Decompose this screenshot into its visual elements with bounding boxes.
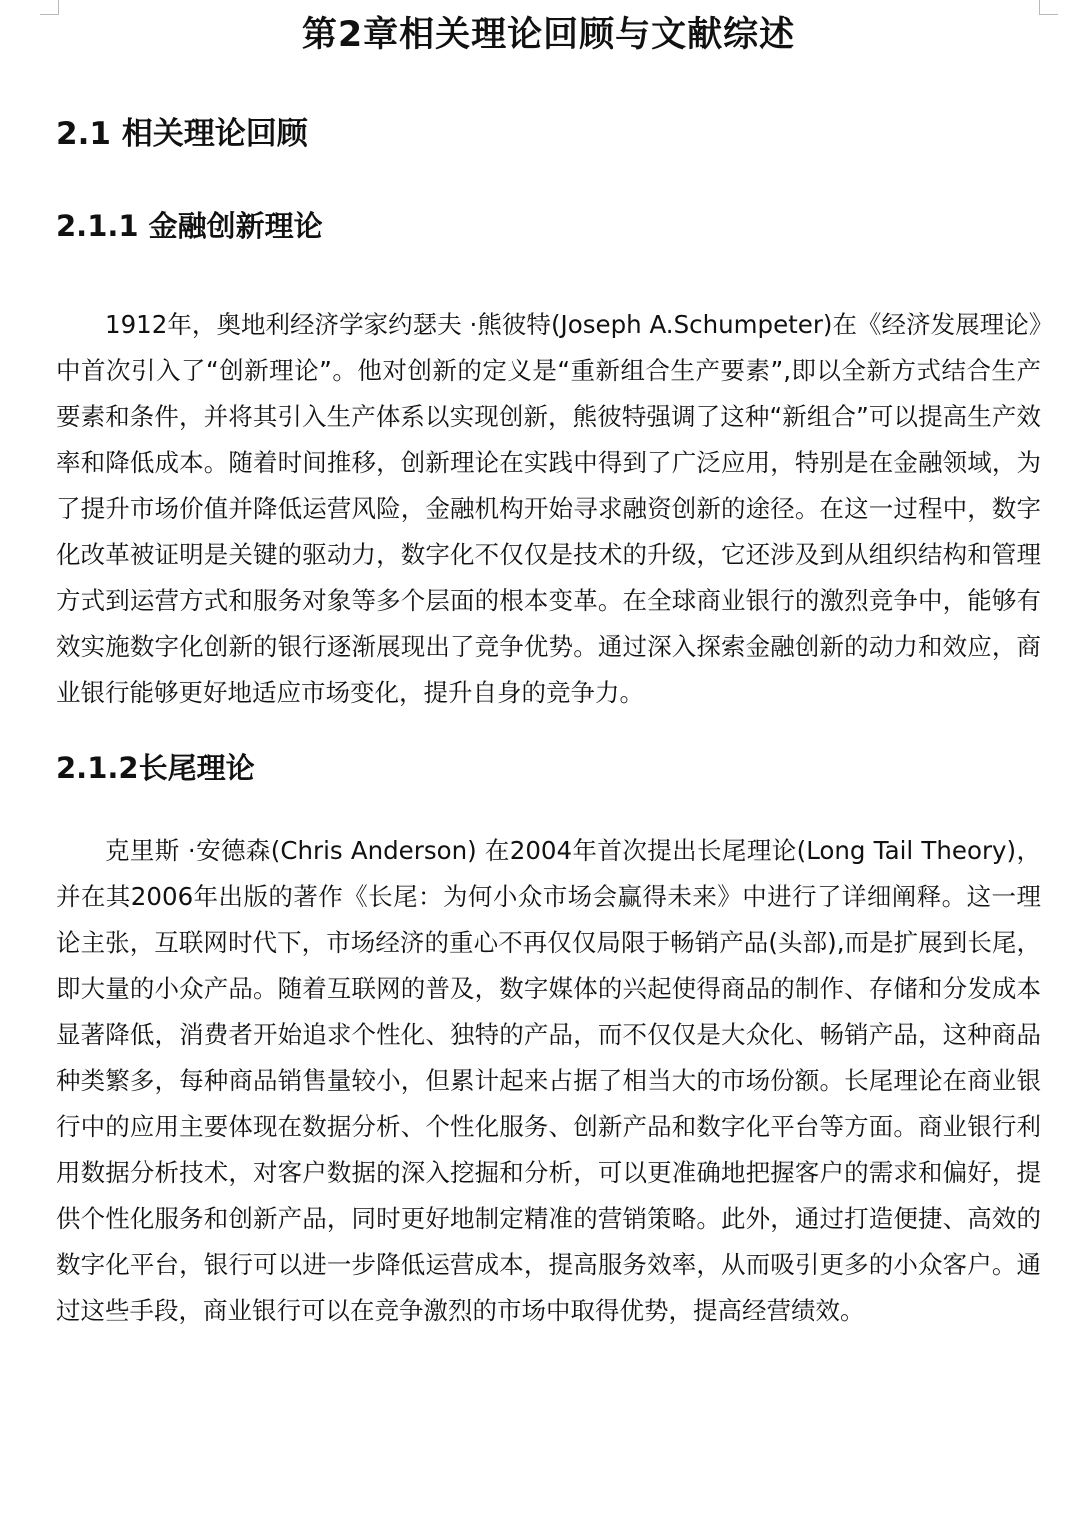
paragraph-long-tail: 克里斯 ·安德森(Chris Anderson) 在2004年首次提出长尾理论(Long Tail Theory)，并在其2006年出版的著作《长尾：为何小众市场会赢得未来》中进行了详细阐释。这一理论主张，互联网时代下，市场经济的重心不再仅仅局限于畅销产品(头部),而是扩展到长尾，即大量的小众产品。随着互联网的普及，数字媒体的兴起使得商品的制作、存储和分发成本显著降低，消费者开始追求个性化、独特的产品，而不仅仅是大众化、畅销产品，这种商品种类繁多，每种商品销售量较小，但累计起来占据了相当大的市场份额。长尾理论在商业银行中的应用主要体现在数据分析、个性化服务、创新产品和数字化平台等方面。商业银行利用数据分析技术，对客户数据的深入挖掘和分析，可以更准确地把握客户的需求和偏好，提供个性化服务和创新产品，同时更好地制定精准的营销策略。此外，通过打造便捷、高效的数字化平台，银行可以进一步降低运营成本，提高服务效率，从而吸引更多的小众客户。通过这些手段，商业银行可以在竞争激烈的市场中取得优势，提高经营绩效。 [56,836,1041,1325]
page-corner-mark-top-right [1039,0,1058,15]
document-page [56,0,1041,1334]
section-title: 2.1 相关理论回顾 [56,116,308,152]
paragraph-financial-innovation: 1912年，奥地利经济学家约瑟夫 ·熊彼特(Joseph A.Schumpeter)在《经济发展理论》中首次引入了“创新理论”。他对创新的定义是“重新组合生产要素”,即以全新方式结合生产要素和条件，并将其引入生产体系以实现创新，熊彼特强调了这种“新组合”可以提高生产效率和降低成本。随着时间推移，创新理论在实践中得到了广泛应用，特别是在金融领域，为了提升市场价值并降低运营风险，金融机构开始寻求融资创新的途径。在这一过程中，数字化改革被证明是关键的驱动力，数字化不仅仅是技术的升级，它还涉及到从组织结构和管理方式到运营方式和服务对象等多个层面的根本变革。在全球商业银行的激烈竞争中，能够有效实施数字化创新的银行逐渐展现出了竞争优势。通过深入探索金融创新的动力和效应，商业银行能够更好地适应市场变化，提升自身的竞争力。 [56,310,1041,707]
chapter-title: 第2章相关理论回顾与文献综述 [301,15,796,55]
subsection-title-financial-innovation: 2.1.1 金融创新理论 [56,209,323,243]
subsection-title-long-tail: 2.1.2长尾理论 [56,751,255,785]
